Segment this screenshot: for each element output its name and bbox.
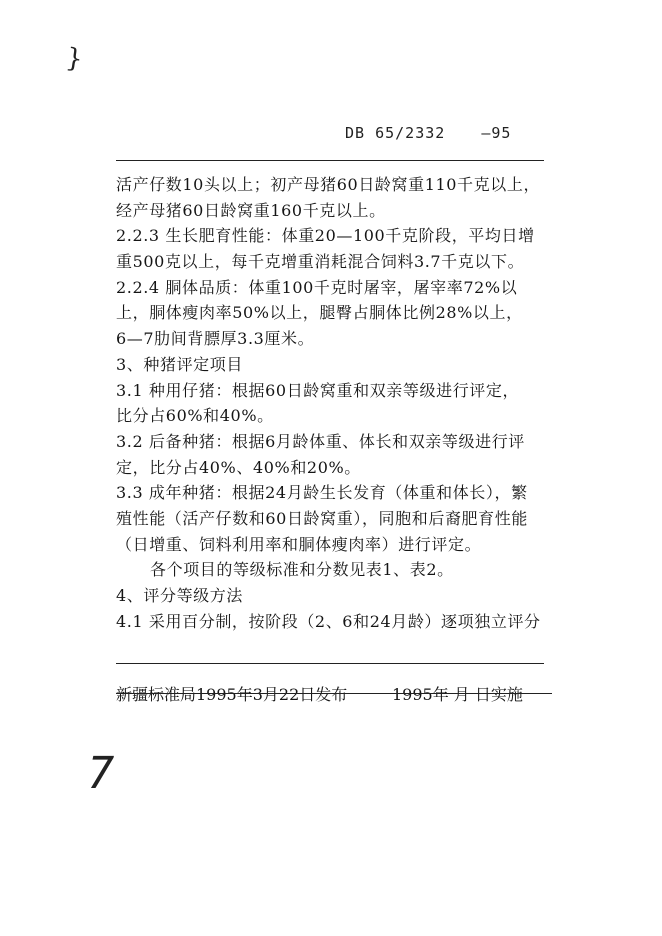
body-line: 殖性能（活产仔数和60日龄窝重），同胞和后裔肥育性能 xyxy=(116,508,528,528)
page-number: —95 xyxy=(481,124,512,142)
body-line: 各个项目的等级标准和分数见表1、表2。 xyxy=(150,560,454,580)
footer-rule xyxy=(116,663,544,664)
body-line: 上，胴体瘦肉率50%以上，腿臀占胴体比例28%以上， xyxy=(116,303,523,323)
body-line: 重500克以上，每千克增重消耗混合饲料3.7千克以下。 xyxy=(116,252,525,272)
body-text xyxy=(116,172,552,634)
body-line: （日增重、饲料利用率和胴体瘦肉率）进行评定。 xyxy=(116,534,482,554)
margin-bracket-mark: } xyxy=(63,42,85,76)
page-footer xyxy=(116,682,552,705)
section-heading: 4、评分等级方法 xyxy=(116,586,243,605)
implementation-statement: 1995年 月 日实施 xyxy=(392,685,523,704)
handwritten-note: 7 xyxy=(80,748,120,799)
section-heading: 3、种猪评定项目 xyxy=(116,354,243,374)
body-line: 活产仔数10头以上；初产母猪60日龄窝重110千克以上， xyxy=(116,175,541,194)
body-line: 6—7肋间背膘厚3.3厘米。 xyxy=(116,329,315,349)
standard-number: DB 65/2332 xyxy=(345,124,446,142)
body-line: 2.2.4 胴体品质：体重100千克时屠宰，屠宰率72%以 xyxy=(116,277,518,297)
page-header xyxy=(345,124,511,142)
body-line: 2.2.3 生长肥育性能：体重20—100千克阶段，平均日增 xyxy=(116,226,535,246)
body-line: 3.2 后备种猪：根据6月龄体重、体长和双亲等级进行评 xyxy=(116,431,525,451)
body-line: 3.3 成年种猪：根据24月龄生长发育（体重和体长），繁 xyxy=(116,483,528,503)
issue-statement: 新疆标准局1995年3月22日发布 xyxy=(116,685,348,704)
footer-strike-line xyxy=(116,693,552,694)
body-line: 4.1 采用百分制，按阶段（2、6和24月龄）逐项独立评分 xyxy=(116,611,541,631)
header-rule xyxy=(116,160,544,161)
body-line: 3.1 种用仔猪：根据60日龄窝重和双亲等级进行评定， xyxy=(116,380,520,400)
body-line: 定，比分占40%、40%和20%。 xyxy=(116,457,361,477)
body-line: 经产母猪60日龄窝重160千克以上。 xyxy=(116,200,386,220)
body-line: 比分占60%和40%。 xyxy=(116,406,274,426)
